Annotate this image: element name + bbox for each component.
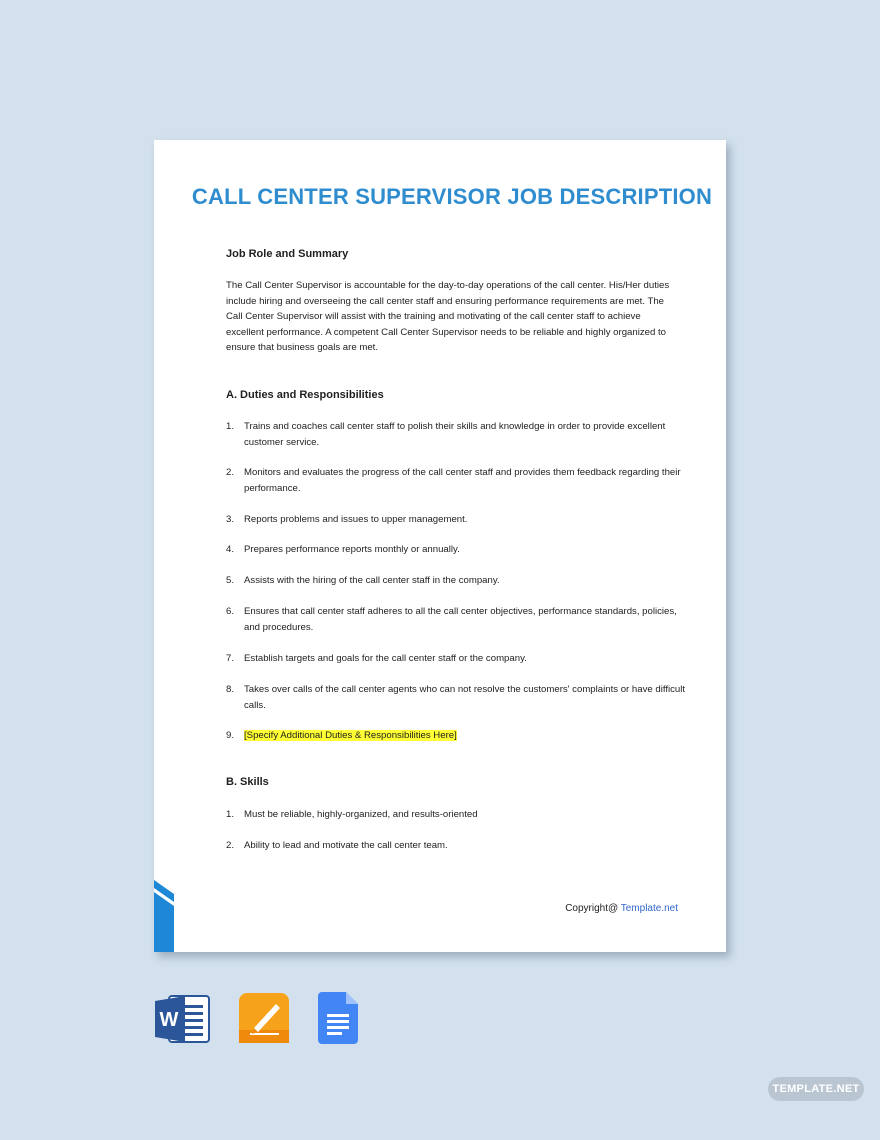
duty-text: Reports problems and issues to upper management. xyxy=(244,514,468,525)
duty-item xyxy=(226,682,686,713)
duty-item xyxy=(226,419,686,450)
duty-item xyxy=(226,465,686,496)
document-page xyxy=(154,140,726,952)
duty-number: 9. xyxy=(226,730,235,741)
duty-item xyxy=(226,542,686,558)
duty-item xyxy=(226,651,686,667)
skill-item xyxy=(226,838,686,854)
duty-number: 4. xyxy=(226,544,235,555)
duty-text: Establish targets and goals for the call center staff or the company. xyxy=(244,653,527,664)
duty-number: 5. xyxy=(226,575,235,586)
copyright-label: Copyright@ xyxy=(565,903,621,914)
skill-text: Ability to lead and motivate the call center team. xyxy=(244,840,448,851)
summary-heading: Job Role and Summary xyxy=(226,248,349,260)
duty-text: Takes over calls of the call center agents who can not resolve the customers' complaints or have difficult calls. xyxy=(244,684,686,711)
skill-number: 1. xyxy=(226,809,235,820)
duty-number: 3. xyxy=(226,514,235,525)
duty-number: 8. xyxy=(226,684,235,695)
duty-text: Trains and coaches call center staff to polish their skills and knowledge in order to provide excellent customer service. xyxy=(244,421,666,448)
duty-number: 6. xyxy=(226,606,235,617)
duty-number: 1. xyxy=(226,421,235,432)
placeholder-highlight: [Specify Additional Duties & Responsibilities Here] xyxy=(244,730,457,741)
summary-paragraph: The Call Center Supervisor is accountable for the day-to-day operations of the call center. His/Her duties include hiring and overseeing the call center staff and ensuring performance requirements are met. The Call Center Supervisor will assist with the training and motivating of the call center staff to achieve excellent performance. A competent Call Center Supervisor needs to be reliable and highly organized to ensure that business goals are met. xyxy=(226,280,670,354)
duty-number: 7. xyxy=(226,653,235,664)
duty-number: 2. xyxy=(226,467,235,478)
google-docs-icon[interactable] xyxy=(318,992,358,1044)
duty-item xyxy=(226,604,686,635)
duty-item xyxy=(226,573,686,589)
duty-text: Monitors and evaluates the progress of the call center staff and provides them feedback regarding their performance. xyxy=(244,467,681,494)
duties-heading: A. Duties and Responsibilities xyxy=(226,389,384,401)
copyright-notice xyxy=(565,903,678,914)
document-title: CALL CENTER SUPERVISOR JOB DESCRIPTION xyxy=(191,184,713,209)
duty-text: Prepares performance reports monthly or annually. xyxy=(244,544,460,555)
duty-text: Assists with the hiring of the call center staff in the company. xyxy=(244,575,500,586)
duty-item xyxy=(226,728,686,744)
svg-text:W: W xyxy=(159,1009,179,1031)
template-net-badge[interactable]: TEMPLATE.NET xyxy=(768,1077,864,1101)
skill-item xyxy=(226,807,686,823)
skills-heading: B. Skills xyxy=(226,776,269,788)
duty-item xyxy=(226,512,686,528)
skill-text: Must be reliable, highly-organized, and results-oriented xyxy=(244,809,478,820)
pages-icon[interactable] xyxy=(238,992,290,1044)
corner-decoration xyxy=(154,880,174,952)
duty-text: Ensures that call center staff adheres to all the call center objectives, performance standards, policies, and procedures. xyxy=(244,606,677,633)
skill-number: 2. xyxy=(226,840,235,851)
copyright-link[interactable]: Template.net xyxy=(620,903,678,914)
word-icon[interactable] xyxy=(155,994,211,1044)
